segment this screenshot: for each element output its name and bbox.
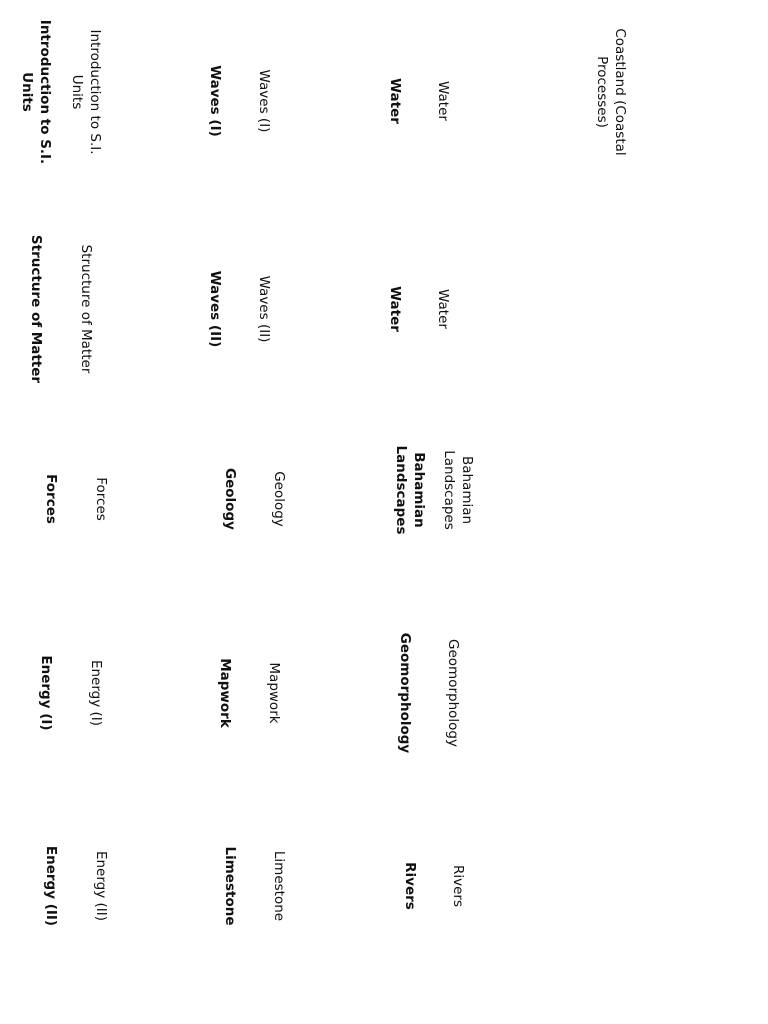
- cell-text: Energy (II): [43, 845, 60, 926]
- cell-text: Geology: [271, 471, 288, 527]
- cell-text: Water: [435, 288, 452, 329]
- cell-text: Energy (II): [93, 850, 110, 921]
- cell-text: Bahamian Landscapes: [393, 445, 428, 535]
- cell-text: Structure of Matter: [28, 234, 45, 383]
- cell-text: Waves (II): [256, 275, 273, 343]
- cell-text: Forces: [93, 477, 110, 521]
- cell-text: Energy (I): [38, 655, 55, 731]
- cell-text: Introduction to S.I. Units: [69, 29, 104, 155]
- cell-text: Geomorphology: [397, 632, 414, 754]
- cell-text: Waves (II): [207, 270, 224, 348]
- cell-text: Rivers: [450, 864, 467, 907]
- cell-text: Waves (I): [256, 69, 273, 133]
- cell-text: Water: [387, 285, 404, 332]
- cell-text: Rivers: [402, 862, 419, 910]
- cell-text: Bahamian Landscapes: [441, 450, 476, 530]
- cell-text: Forces: [43, 473, 60, 524]
- cell-text: Geomorphology: [445, 638, 462, 747]
- cell-text: Coastland (Coastal Processes): [594, 28, 629, 156]
- cell-text: Limestone: [222, 846, 239, 926]
- cell-text: Water: [387, 77, 404, 124]
- cell-text: Limestone: [271, 850, 288, 921]
- cell-text: Energy (I): [88, 659, 105, 726]
- cell-text: Mapwork: [217, 658, 234, 728]
- cell-text: Mapwork: [266, 662, 283, 724]
- cell-text: Waves (I): [207, 65, 224, 137]
- cell-text: Water: [435, 80, 452, 121]
- cell-text: Introduction to S.I. Units: [19, 19, 54, 164]
- cell-text: Structure of Matter: [78, 244, 95, 374]
- cell-text: Geology: [222, 467, 239, 530]
